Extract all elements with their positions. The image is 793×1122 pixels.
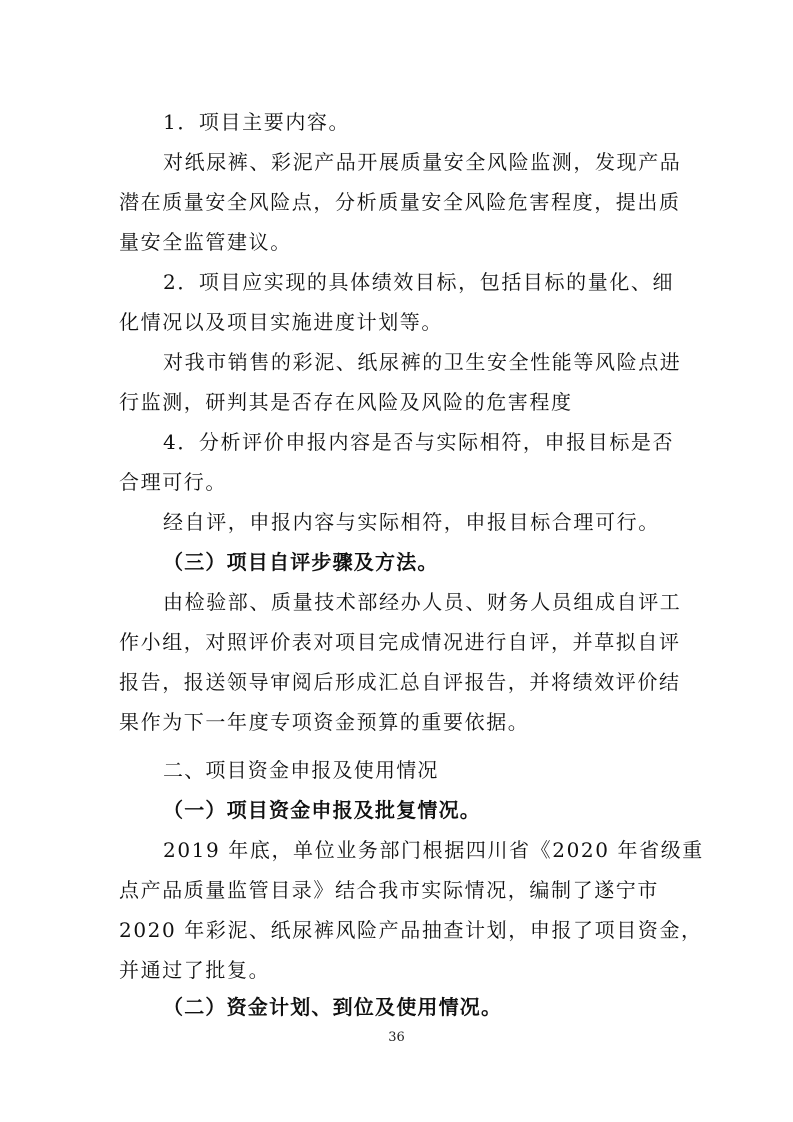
paragraph-line: 点产品质量监管目录》结合我市实际情况，编制了遂宁市 <box>119 878 659 902</box>
paragraph-line: 化情况以及项目实施进度计划等。 <box>119 310 443 334</box>
page-number: 36 <box>388 1030 405 1045</box>
paragraph-line: 经自评，申报内容与实际相符，申报目标合理可行。 <box>163 510 660 534</box>
paragraph-line: 报告，报送领导审阅后形成汇总自评报告，并将绩效评价结 <box>119 670 681 694</box>
paragraph-line: 并通过了批复。 <box>119 958 271 982</box>
paragraph-line: 作小组，对照评价表对项目完成情况进行自评，并草拟自评 <box>119 630 681 654</box>
paragraph-line: 果作为下一年度专项资金预算的重要依据。 <box>119 710 530 734</box>
paragraph-line: 对我市销售的彩泥、纸尿裤的卫生安全性能等风险点进 <box>163 350 682 374</box>
paragraph-line: 2020 年彩泥、纸尿裤风险产品抽查计划，申报了项目资金， <box>119 918 703 942</box>
paragraph-line: 量安全监管建议。 <box>119 230 292 254</box>
paragraph-line: 潜在质量安全风险点，分析质量安全风险危害程度，提出质 <box>119 190 681 214</box>
chapter-heading: 二、项目资金申报及使用情况 <box>163 758 439 782</box>
paragraph-line: 由检验部、质量技术部经办人员、财务人员组成自评工 <box>163 590 682 614</box>
paragraph-line: 行监测，研判其是否存在风险及风险的危害程度 <box>119 390 573 414</box>
paragraph-line: 对纸尿裤、彩泥产品开展质量安全风险监测，发现产品 <box>163 150 682 174</box>
section-heading: （三）项目自评步骤及方法。 <box>163 550 439 574</box>
paragraph-line: 2019 年底，单位业务部门根据四川省《2020 年省级重 <box>163 838 704 862</box>
item-1-heading: 1．项目主要内容。 <box>163 110 351 134</box>
item-2-heading: 2．项目应实现的具体绩效目标，包括目标的量化、细 <box>163 270 675 294</box>
paragraph-line: 合理可行。 <box>119 470 227 494</box>
item-4-heading: 4．分析评价申报内容是否与实际相符，申报目标是否 <box>163 430 675 454</box>
section-heading: （一）项目资金申报及批复情况。 <box>163 798 481 822</box>
section-heading: （二）资金计划、到位及使用情况。 <box>163 995 503 1019</box>
